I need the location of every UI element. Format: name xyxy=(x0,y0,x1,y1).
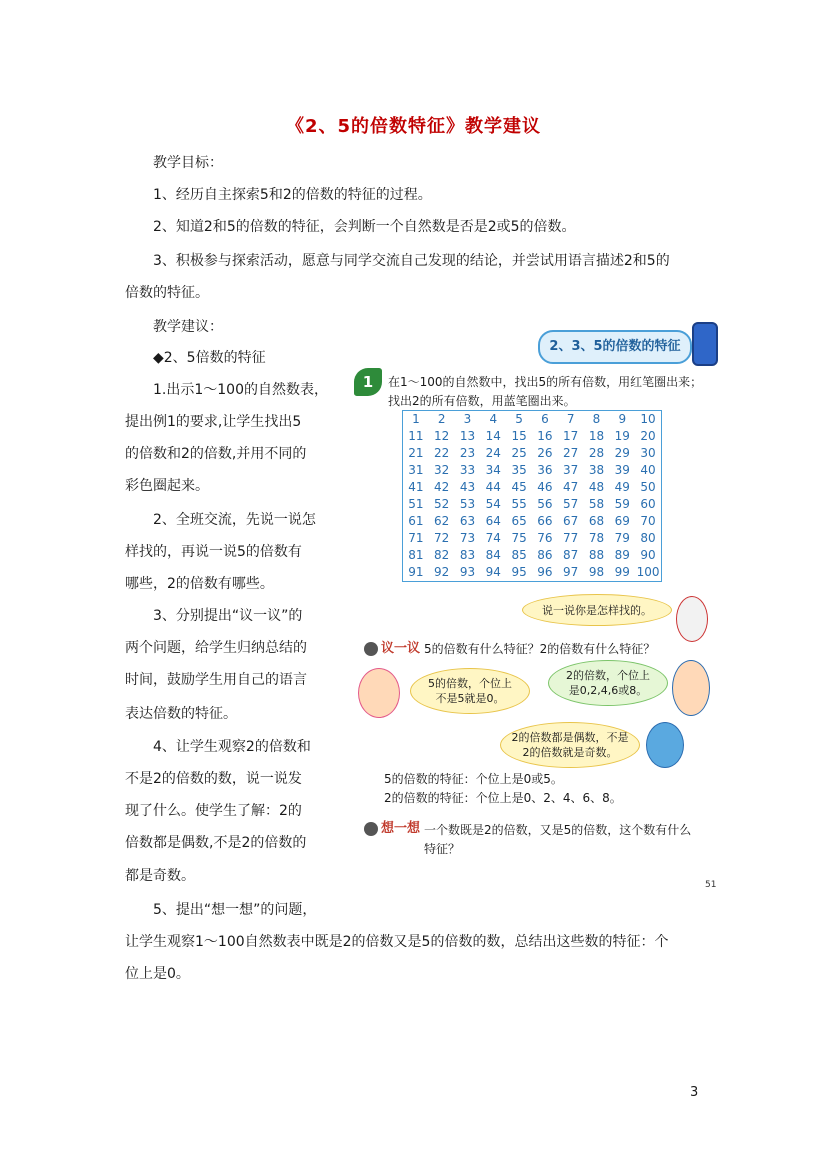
bubble-mouse-line: 2的倍数就是奇数。 xyxy=(522,746,618,759)
grid-row xyxy=(403,496,661,513)
grid-cell: 53 xyxy=(459,497,476,511)
grid-cell: 86 xyxy=(537,548,553,562)
suggestion-line: 的倍数和2的倍数,并用不同的 xyxy=(125,446,307,462)
suggestion-line: 4、让学生观察2的倍数和 xyxy=(153,739,311,755)
grid-cell: 61 xyxy=(408,514,424,528)
microphone-icon xyxy=(364,642,378,656)
grid-cell: 67 xyxy=(563,514,579,528)
grid-cell: 20 xyxy=(640,429,656,443)
grid-cell: 49 xyxy=(614,480,630,494)
grid-cell: 26 xyxy=(537,446,553,460)
grid-cell: 8 xyxy=(592,412,601,426)
example-question xyxy=(388,373,702,411)
grid-cell: 95 xyxy=(511,565,527,579)
grid-cell: 39 xyxy=(614,463,630,477)
grid-cell: 78 xyxy=(588,531,605,545)
number-grid-1-100 xyxy=(402,410,662,582)
grid-cell: 48 xyxy=(588,480,605,494)
grid-cell: 15 xyxy=(511,429,527,443)
objective-1: 1、经历自主探索5和2的倍数的特征的过程。 xyxy=(153,187,432,203)
grid-row xyxy=(403,564,661,581)
grid-cell: 52 xyxy=(434,497,450,511)
grid-cell: 98 xyxy=(588,565,605,579)
grid-cell: 30 xyxy=(640,446,656,460)
suggestion-line: 哪些，2的倍数有哪些。 xyxy=(125,576,274,592)
textbook-page-number: 51 xyxy=(705,880,717,890)
boy-character-icon xyxy=(672,660,710,716)
think-tag xyxy=(358,818,426,840)
grid-cell: 9 xyxy=(618,412,627,426)
grid-cell: 59 xyxy=(614,497,630,511)
objective-3: 3、积极参与探索活动，愿意与同学交流自己发现的结论，并尝试用语言描述2和5的 xyxy=(153,253,670,269)
grid-cell: 99 xyxy=(614,565,630,579)
example-question-line: 在1～100的自然数中，找出5的所有倍数，用红笔圈出来； xyxy=(388,375,703,389)
figure-banner: 2、3、5的倍数的特征 xyxy=(538,330,692,364)
suggestion-line: 2、全班交流，先说一说怎 xyxy=(153,512,316,528)
grid-cell: 19 xyxy=(614,429,630,443)
grid-cell: 64 xyxy=(485,514,501,528)
grid-cell: 62 xyxy=(434,514,450,528)
grid-cell: 82 xyxy=(434,548,450,562)
bubble-mouse-line: 2的倍数都是偶数，不是 xyxy=(511,731,629,744)
suggestion-line: 倍数都是偶数,不是2的倍数的 xyxy=(125,835,307,851)
grid-row xyxy=(403,547,661,564)
think-question-line: 特征？ xyxy=(424,842,461,856)
grid-cell: 11 xyxy=(408,429,424,443)
grid-cell: 6 xyxy=(541,412,549,426)
grid-cell: 23 xyxy=(459,446,476,460)
grid-cell: 58 xyxy=(588,497,605,511)
point5-line: 5、提出“想一想”的问题， xyxy=(153,902,317,918)
grid-cell: 37 xyxy=(563,463,579,477)
grid-cell: 70 xyxy=(640,514,656,528)
mouse-character-icon xyxy=(646,722,684,768)
grid-cell: 80 xyxy=(640,531,656,545)
discuss-tag xyxy=(358,638,426,660)
bubble-girl-line: 不是5就是0。 xyxy=(435,692,505,705)
grid-cell: 76 xyxy=(537,531,553,545)
grid-cell: 51 xyxy=(408,497,424,511)
grid-cell: 100 xyxy=(636,565,660,579)
suggestion-line: 彩色圈起来。 xyxy=(125,478,209,494)
suggestion-line: 3、分别提出“议一议”的 xyxy=(153,608,303,624)
grid-cell: 87 xyxy=(563,548,579,562)
grid-cell: 12 xyxy=(434,429,450,443)
grid-cell: 56 xyxy=(537,497,553,511)
grid-cell: 41 xyxy=(408,480,424,494)
girl-character-icon xyxy=(358,668,400,718)
discuss-question: 5的倍数有什么特征？2的倍数有什么特征？ xyxy=(424,642,656,656)
grid-cell: 60 xyxy=(640,497,656,511)
grid-cell: 81 xyxy=(408,548,424,562)
grid-cell: 54 xyxy=(485,497,501,511)
grid-cell: 77 xyxy=(563,531,579,545)
grid-row xyxy=(403,428,661,445)
point5-line: 位上是0。 xyxy=(125,966,190,982)
grid-cell: 85 xyxy=(511,548,527,562)
grid-cell: 28 xyxy=(588,446,605,460)
grid-cell: 25 xyxy=(511,446,527,460)
grid-cell: 72 xyxy=(434,531,450,545)
grid-cell: 94 xyxy=(485,565,501,579)
example-question-line: 找出2的所有倍数，用蓝笔圈出来。 xyxy=(388,394,576,408)
page-number: 3 xyxy=(690,1085,699,1100)
bubble-boy-line: 是0,2,4,6或8。 xyxy=(568,684,648,697)
grid-cell: 3 xyxy=(463,412,472,426)
section-label: ◆2、5倍数的特征 xyxy=(153,350,266,366)
suggestion-line: 1.出示1～100的自然数表， xyxy=(153,382,328,398)
grid-cell: 1 xyxy=(412,412,420,426)
page-title: 《2、5的倍数特征》教学建议 xyxy=(285,116,542,137)
grid-cell: 57 xyxy=(563,497,579,511)
robot-icon xyxy=(692,322,718,366)
grid-cell: 71 xyxy=(408,531,424,545)
grid-cell: 91 xyxy=(408,565,424,579)
point5-line: 让学生观察1～100自然数表中既是2的倍数又是5的倍数的数，总结出这些数的特征：个 xyxy=(125,934,669,950)
grid-cell: 24 xyxy=(485,446,501,460)
grid-cell: 68 xyxy=(588,514,605,528)
grid-cell: 47 xyxy=(563,480,579,494)
grid-cell: 42 xyxy=(434,480,450,494)
example-leaf-icon: 1 xyxy=(354,368,382,396)
grid-row xyxy=(403,411,661,428)
grid-cell: 31 xyxy=(408,463,424,477)
grid-cell: 93 xyxy=(459,565,476,579)
grid-cell: 14 xyxy=(485,429,501,443)
grid-cell: 32 xyxy=(434,463,450,477)
grid-cell: 33 xyxy=(459,463,476,477)
grid-row xyxy=(403,530,661,547)
grid-cell: 75 xyxy=(511,531,527,545)
grid-cell: 90 xyxy=(640,548,656,562)
grid-cell: 92 xyxy=(434,565,450,579)
suggestion-line: 不是2的倍数的数，说一说发 xyxy=(125,771,302,787)
textbook-figure xyxy=(350,318,722,893)
grid-cell: 83 xyxy=(459,548,476,562)
grid-cell: 96 xyxy=(537,565,553,579)
grid-cell: 17 xyxy=(563,429,579,443)
objective-2: 2、知道2和5的倍数的特征，会判断一个自然数是否是2或5的倍数。 xyxy=(153,219,576,235)
microphone-icon xyxy=(364,822,378,836)
grid-cell: 69 xyxy=(614,514,630,528)
objective-3-cont: 倍数的特征。 xyxy=(125,285,209,301)
speech-bubble-boy xyxy=(548,660,668,706)
grid-cell: 38 xyxy=(588,463,605,477)
grid-cell: 40 xyxy=(640,463,656,477)
suggestion-line: 样找的，再说一说5的倍数有 xyxy=(125,544,302,560)
grid-cell: 10 xyxy=(640,412,656,426)
bubble-boy-line: 2的倍数，个位上 xyxy=(566,669,650,682)
suggestion-line: 时间，鼓励学生用自己的语言 xyxy=(125,672,307,688)
grid-cell: 73 xyxy=(459,531,476,545)
grid-cell: 2 xyxy=(437,412,446,426)
grid-cell: 88 xyxy=(588,548,605,562)
suggestion-line: 两个问题，给学生归纳总结的 xyxy=(125,640,307,656)
grid-cell: 79 xyxy=(614,531,630,545)
think-label: 想一想 xyxy=(381,821,421,836)
grid-cell: 97 xyxy=(563,565,579,579)
think-question-line: 一个数既是2的倍数，又是5的倍数，这个数有什么 xyxy=(424,823,692,837)
grid-cell: 46 xyxy=(537,480,553,494)
grid-cell: 89 xyxy=(614,548,630,562)
grid-cell: 13 xyxy=(459,429,476,443)
grid-cell: 66 xyxy=(537,514,553,528)
suggestion-line: 现了什么。使学生了解：2的 xyxy=(125,803,302,819)
grid-cell: 45 xyxy=(511,480,527,494)
grid-cell: 21 xyxy=(408,446,424,460)
feature-of-2: 2的倍数的特征：个位上是0、2、4、6、8。 xyxy=(384,791,622,805)
bubble-girl-line: 5的倍数，个位上 xyxy=(428,677,512,690)
grid-cell: 7 xyxy=(566,412,575,426)
grid-cell: 29 xyxy=(614,446,630,460)
grid-row xyxy=(403,513,661,530)
objectives-heading: 教学目标： xyxy=(153,155,223,171)
grid-cell: 63 xyxy=(459,514,476,528)
grid-cell: 55 xyxy=(511,497,527,511)
speech-bubble-mouse xyxy=(500,722,640,768)
feature-of-5: 5的倍数的特征：个位上是0或5。 xyxy=(384,772,563,786)
suggestion-line: 提出例1的要求,让学生找出5 xyxy=(125,414,302,430)
grid-cell: 27 xyxy=(563,446,579,460)
rabbit-character-icon xyxy=(676,596,708,642)
grid-cell: 74 xyxy=(485,531,501,545)
grid-cell: 50 xyxy=(640,480,656,494)
grid-cell: 18 xyxy=(588,429,605,443)
suggestions-heading: 教学建议： xyxy=(153,319,223,335)
grid-cell: 43 xyxy=(459,480,476,494)
grid-cell: 44 xyxy=(485,480,501,494)
suggestion-line: 表达倍数的特征。 xyxy=(125,706,237,722)
grid-row xyxy=(403,462,661,479)
grid-cell: 65 xyxy=(511,514,527,528)
grid-cell: 84 xyxy=(485,548,501,562)
grid-cell: 4 xyxy=(489,412,498,426)
speech-bubble-girl xyxy=(410,668,530,714)
discuss-label: 议一议 xyxy=(381,641,421,656)
grid-cell: 36 xyxy=(537,463,553,477)
suggestion-line: 都是奇数。 xyxy=(125,868,195,884)
speech-bubble-top: 说一说你是怎样找的。 xyxy=(522,594,672,626)
grid-cell: 22 xyxy=(434,446,450,460)
grid-cell: 35 xyxy=(511,463,527,477)
grid-cell: 16 xyxy=(537,429,553,443)
grid-cell: 5 xyxy=(515,412,523,426)
grid-row xyxy=(403,445,661,462)
grid-row xyxy=(403,479,661,496)
grid-cell: 34 xyxy=(485,463,501,477)
